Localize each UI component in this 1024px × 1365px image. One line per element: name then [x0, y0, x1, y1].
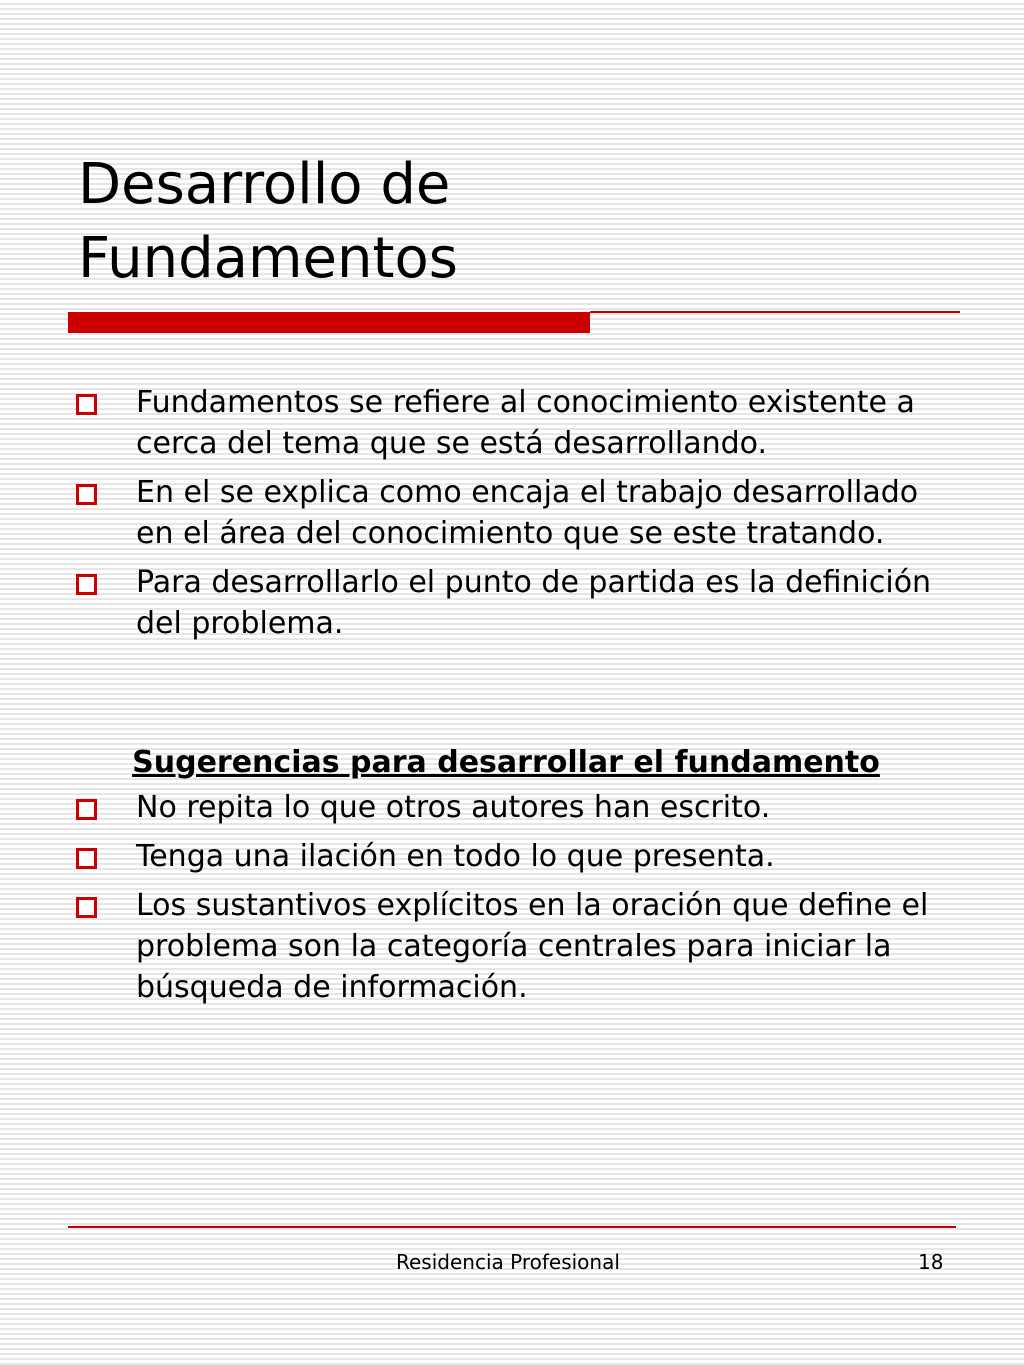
suggestions-heading: Sugerencias para desarrollar el fundamento — [132, 745, 880, 780]
slide-title — [78, 148, 958, 296]
list-item — [76, 382, 956, 464]
square-bullet-icon — [76, 848, 97, 869]
square-bullet-icon — [76, 897, 97, 918]
title-underline-thin — [590, 311, 960, 313]
square-bullet-icon — [76, 574, 97, 595]
bullet-list — [76, 382, 956, 644]
square-bullet-icon — [76, 394, 97, 415]
title-line-2: Fundamentos — [78, 226, 458, 291]
slide-content — [76, 382, 956, 1016]
list-item — [76, 787, 956, 828]
bullet-text: En el se explica como encaja el trabajo desarrollado en el área del conocimiento que se este tratando. — [136, 475, 919, 551]
footer-divider — [68, 1226, 956, 1228]
list-item — [76, 562, 956, 644]
page-number: 18 — [918, 1250, 944, 1274]
footer-label: Residencia Profesional — [396, 1250, 620, 1274]
suggestion-list — [76, 787, 956, 1008]
list-item — [76, 836, 956, 877]
suggestion-text: Los sustantivos explícitos en la oración que define el problema son la categoría centrales para iniciar la búsqueda de información. — [136, 888, 929, 1005]
square-bullet-icon — [76, 484, 97, 505]
title-underline-thick — [68, 312, 590, 333]
suggestion-text: No repita lo que otros autores han escrito. — [136, 790, 771, 825]
title-line-1: Desarrollo de — [78, 152, 451, 217]
bullet-text: Fundamentos se refiere al conocimiento existente a cerca del tema que se está desarrollando. — [136, 385, 915, 461]
square-bullet-icon — [76, 799, 97, 820]
bullet-text: Para desarrollarlo el punto de partida es la definición del problema. — [136, 565, 932, 641]
list-item — [76, 472, 956, 554]
suggestion-text: Tenga una ilación en todo lo que presenta. — [136, 839, 775, 874]
list-item — [76, 885, 956, 1008]
